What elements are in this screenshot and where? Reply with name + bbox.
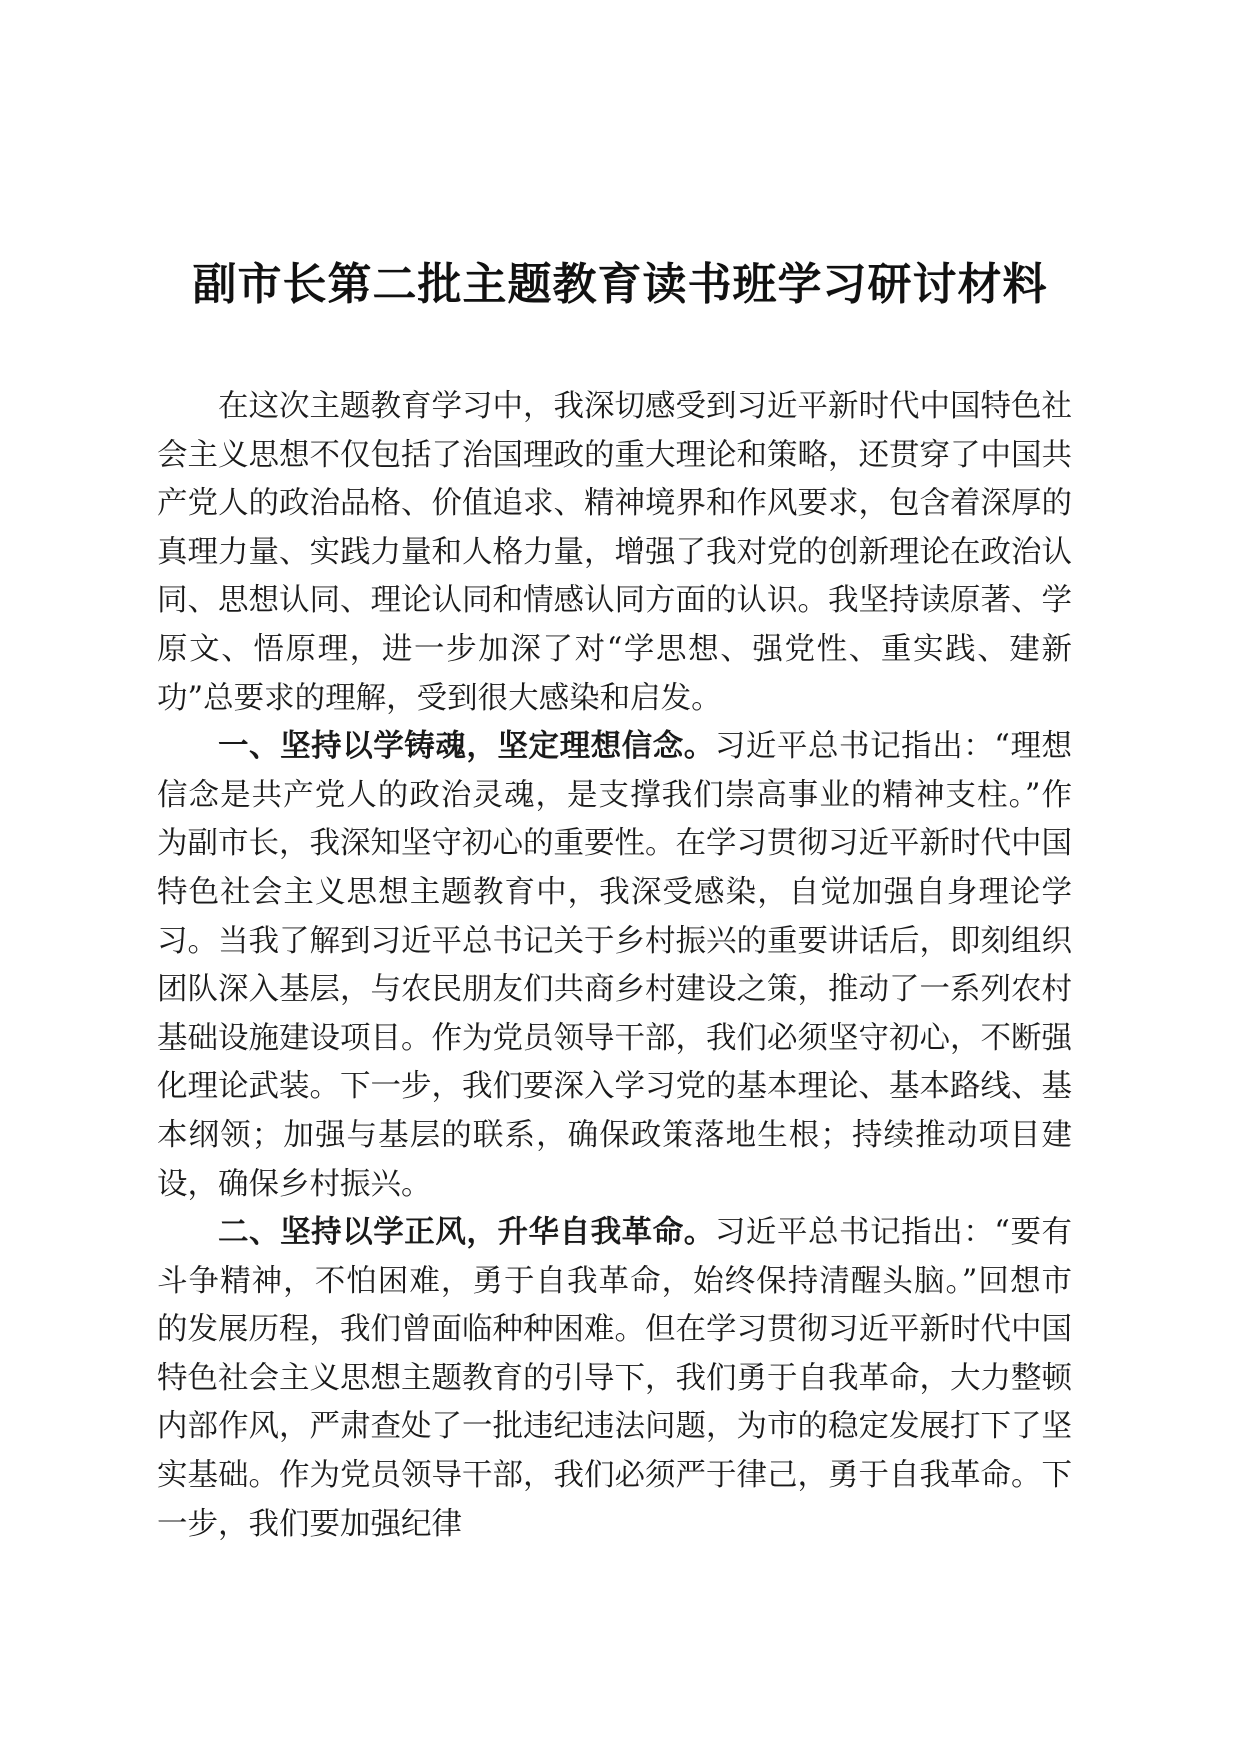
section-heading-1: 一、坚持以学铸魂，坚定理想信念。 — [218, 729, 715, 765]
section-text-2: 习近平总书记指出：“要有斗争精神，不怕困难，勇于自我革命，始终保持清醒头脑。”回想市的发展历程，我们曾面临种种困难。但在学习贯彻习近平新时代中国特色社会主义思想主题教育的引导下，我们勇于自我革命，大力整顿内部作风，严肃查处了一批违纪违法问题，为市的稳定发展打下了坚实基础。作为党员领导干部，我们必须严于律己，勇于自我革命。下一步，我们要加强纪律 — [157, 1215, 1073, 1542]
section-heading-2: 二、坚持以学正风，升华自我革命。 — [218, 1215, 715, 1251]
section-paragraph-2 — [157, 1209, 1072, 1549]
document-title: 副市长第二批主题教育读书班学习研讨材料 — [192, 259, 1048, 311]
intro-paragraph: 在这次主题教育学习中，我深切感受到习近平新时代中国特色社会主义思想不仅包括了治国理政的重大理论和策略，还贯穿了中国共产党人的政治品格、价值追求、精神境界和作风要求，包含着深厚的真理力量、实践力量和人格力量，增强了我对党的创新理论在政治认同、思想认同、理论认同和情感认同方面的认识。我坚持读原著、学原文、悟原理，进一步加深了对“学思想、强党性、重实践、建新功”总要求的理解，受到很大感染和启发。 — [157, 389, 1072, 716]
section-text-1: 习近平总书记指出：“理想信念是共产党人的政治灵魂，是支撑我们崇高事业的精神支柱。”作为副市长，我深知坚守初心的重要性。在学习贯彻习近平新时代中国特色社会主义思想主题教育中，我深受感染，自觉加强自身理论学习。当我了解到习近平总书记关于乡村振兴的重要讲话后，即刻组织团队深入基层，与农民朋友们共商乡村建设之策，推动了一系列农村基础设施建设项目。作为党员领导干部，我们必须坚守初心，不断强化理论武装。下一步，我们要深入学习党的基本理论、基本路线、基本纲领；加强与基层的联系，确保政策落地生根；持续推动项目建设，确保乡村振兴。 — [157, 729, 1073, 1202]
document-body — [157, 383, 1072, 1549]
section-paragraph-1 — [157, 723, 1072, 1209]
